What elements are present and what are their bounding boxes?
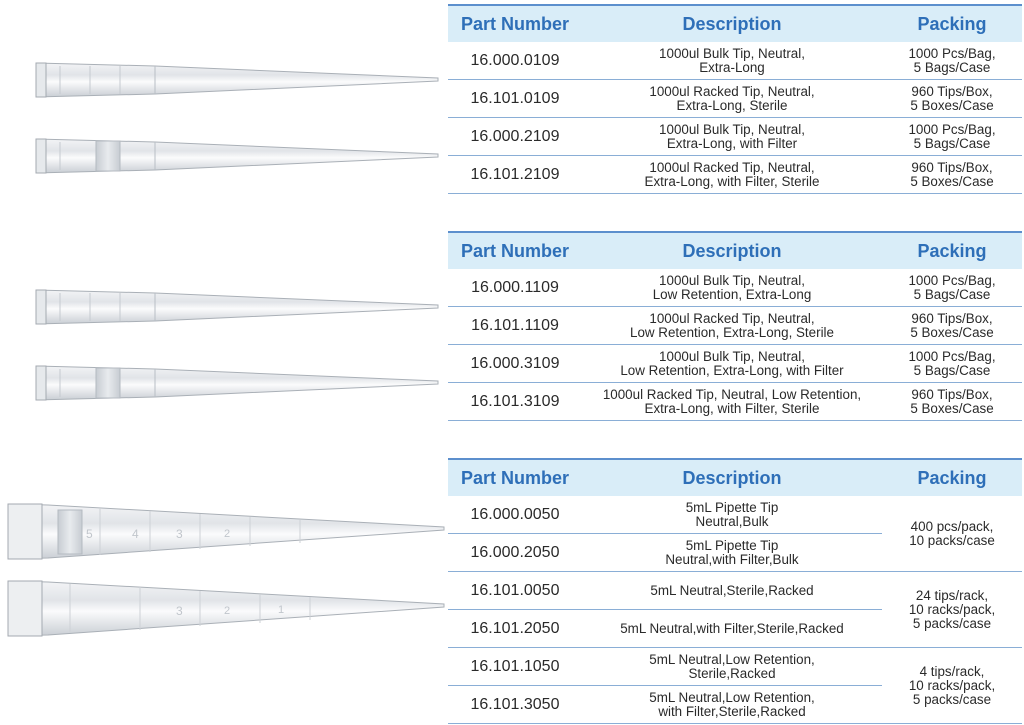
part-number: 16.000.3109 [448, 345, 582, 383]
table-row [448, 118, 1022, 156]
tip-mark: 3 [176, 604, 183, 618]
description [582, 345, 882, 383]
part-number: 16.101.1109 [448, 307, 582, 345]
description [582, 80, 882, 118]
tip-mark: 2 [224, 528, 231, 540]
header-description: Description [582, 459, 882, 496]
table-row [448, 80, 1022, 118]
description-line: 5mL Pipette Tip [685, 499, 779, 515]
part-number: 16.101.3109 [448, 383, 582, 421]
header-packing: Packing [882, 459, 1022, 496]
spec-table-1000ul-low-retention [448, 231, 1022, 421]
pipette-tip-image [0, 58, 440, 102]
table-row [448, 648, 1022, 686]
table-row [448, 156, 1022, 194]
packing [882, 42, 1022, 80]
pipette-tip-low-retention-image [0, 285, 440, 329]
table-row [448, 383, 1022, 421]
description-line: 1000ul Bulk Tip, Neutral, [659, 348, 805, 364]
description-line: 5mL Neutral,Low Retention, [649, 689, 815, 705]
packing-line: 5 Bags/Case [913, 135, 991, 151]
description [582, 496, 882, 534]
packing [882, 648, 1022, 724]
packing-line: 4 tips/rack, [919, 663, 985, 679]
part-number: 16.101.0050 [448, 572, 582, 610]
description-line: Low Retention, Extra-Long [652, 286, 812, 302]
header-part-number: Part Number [448, 232, 582, 269]
packing-line: 24 tips/rack, [915, 587, 989, 603]
packing [882, 307, 1022, 345]
part-number: 16.101.1050 [448, 648, 582, 686]
description-line: Low Retention, Extra-Long, Sterile [630, 324, 834, 340]
packing-line: 960 Tips/Box, [911, 310, 993, 326]
packing-line: 1000 Pcs/Bag, [908, 272, 996, 288]
pipette-tip-5ml-image [0, 577, 446, 641]
description-line: Extra-Long, with Filter, Sterile [644, 173, 820, 189]
description [582, 610, 882, 648]
description-line: 5mL Neutral,with Filter,Sterile,Racked [620, 620, 844, 636]
packing [882, 572, 1022, 648]
packing [882, 269, 1022, 307]
description [582, 686, 882, 724]
description-line: 1000ul Bulk Tip, Neutral, [659, 45, 805, 61]
header-packing: Packing [882, 5, 1022, 42]
description [582, 156, 882, 194]
packing-line: 10 packs/case [909, 532, 995, 548]
packing-line: 1000 Pcs/Bag, [908, 45, 996, 61]
description [582, 534, 882, 572]
tip-mark: 3 [176, 527, 183, 541]
description-line: Extra-Long, with Filter, Sterile [644, 400, 820, 416]
header-packing: Packing [882, 232, 1022, 269]
packing-line: 5 Bags/Case [913, 59, 991, 75]
packing-line: 5 Boxes/Case [910, 97, 994, 113]
pipette-tip-with-filter-image [0, 134, 440, 178]
description [582, 572, 882, 610]
packing-line: 5 Bags/Case [913, 362, 991, 378]
pipette-tip-low-retention-filter-image [0, 361, 440, 405]
tip-mark: 2 [224, 605, 231, 617]
packing [882, 383, 1022, 421]
packing-line: 10 racks/pack, [908, 601, 996, 617]
packing [882, 496, 1022, 572]
description-line: Neutral,with Filter,Bulk [665, 551, 799, 567]
table-header-row [448, 459, 1022, 496]
description-line: 1000ul Bulk Tip, Neutral, [659, 272, 805, 288]
tip-mark: 5 [86, 527, 93, 541]
description-line: 1000ul Racked Tip, Neutral, [649, 159, 815, 175]
packing-line: 5 packs/case [912, 615, 992, 631]
table-row [448, 345, 1022, 383]
description-line: Extra-Long, Sterile [676, 97, 788, 113]
spec-table-5ml [448, 458, 1022, 724]
description [582, 307, 882, 345]
part-number: 16.000.0109 [448, 42, 582, 80]
table-header-row [448, 5, 1022, 42]
packing-line: 5 Boxes/Case [910, 324, 994, 340]
description [582, 42, 882, 80]
description-line: 5mL Pipette Tip [685, 537, 779, 553]
packing [882, 80, 1022, 118]
description-line: 1000ul Bulk Tip, Neutral, [659, 121, 805, 137]
packing-line: 960 Tips/Box, [911, 159, 993, 175]
description [582, 269, 882, 307]
header-part-number: Part Number [448, 459, 582, 496]
packing-line: 5 Bags/Case [913, 286, 991, 302]
part-number: 16.000.2109 [448, 118, 582, 156]
description [582, 118, 882, 156]
packing-line: 5 packs/case [912, 691, 992, 707]
description-line: Low Retention, Extra-Long, with Filter [620, 362, 844, 378]
description-line: 1000ul Racked Tip, Neutral, Low Retention, [602, 386, 862, 402]
part-number: 16.000.1109 [448, 269, 582, 307]
part-number: 16.000.2050 [448, 534, 582, 572]
description [582, 383, 882, 421]
packing-line: 960 Tips/Box, [911, 83, 993, 99]
table-header-row [448, 232, 1022, 269]
packing [882, 118, 1022, 156]
table-row [448, 572, 1022, 610]
tip-mark: 4 [132, 527, 139, 541]
packing-line: 1000 Pcs/Bag, [908, 348, 996, 364]
packing-line: 1000 Pcs/Bag, [908, 121, 996, 137]
packing-line: 960 Tips/Box, [911, 386, 993, 402]
description-line: 1000ul Racked Tip, Neutral, [649, 83, 815, 99]
description [582, 648, 882, 686]
description-line: Extra-Long, with Filter [666, 135, 798, 151]
packing-line: 400 pcs/pack, [910, 518, 994, 534]
description-line: Extra-Long [699, 59, 765, 75]
pipette-tip-5ml-filter-image [0, 500, 446, 564]
header-part-number: Part Number [448, 5, 582, 42]
packing [882, 345, 1022, 383]
table-row [448, 496, 1022, 534]
part-number: 16.000.0050 [448, 496, 582, 534]
table-row [448, 307, 1022, 345]
packing-line: 10 racks/pack, [908, 677, 996, 693]
part-number: 16.101.2109 [448, 156, 582, 194]
tip-mark: 1 [278, 604, 285, 616]
table-row [448, 42, 1022, 80]
packing-line: 5 Boxes/Case [910, 173, 994, 189]
description-line: Sterile,Racked [688, 665, 776, 681]
part-number: 16.101.0109 [448, 80, 582, 118]
description-line: 5mL Neutral,Sterile,Racked [650, 582, 814, 598]
part-number: 16.101.2050 [448, 610, 582, 648]
spec-table-1000ul [448, 4, 1022, 194]
description-line: with Filter,Sterile,Racked [658, 703, 806, 719]
description-line: 1000ul Racked Tip, Neutral, [649, 310, 815, 326]
header-description: Description [582, 5, 882, 42]
description-line: 5mL Neutral,Low Retention, [649, 651, 815, 667]
table-row [448, 269, 1022, 307]
header-description: Description [582, 232, 882, 269]
packing-line: 5 Boxes/Case [910, 400, 994, 416]
packing [882, 156, 1022, 194]
description-line: Neutral,Bulk [695, 513, 769, 529]
part-number: 16.101.3050 [448, 686, 582, 724]
